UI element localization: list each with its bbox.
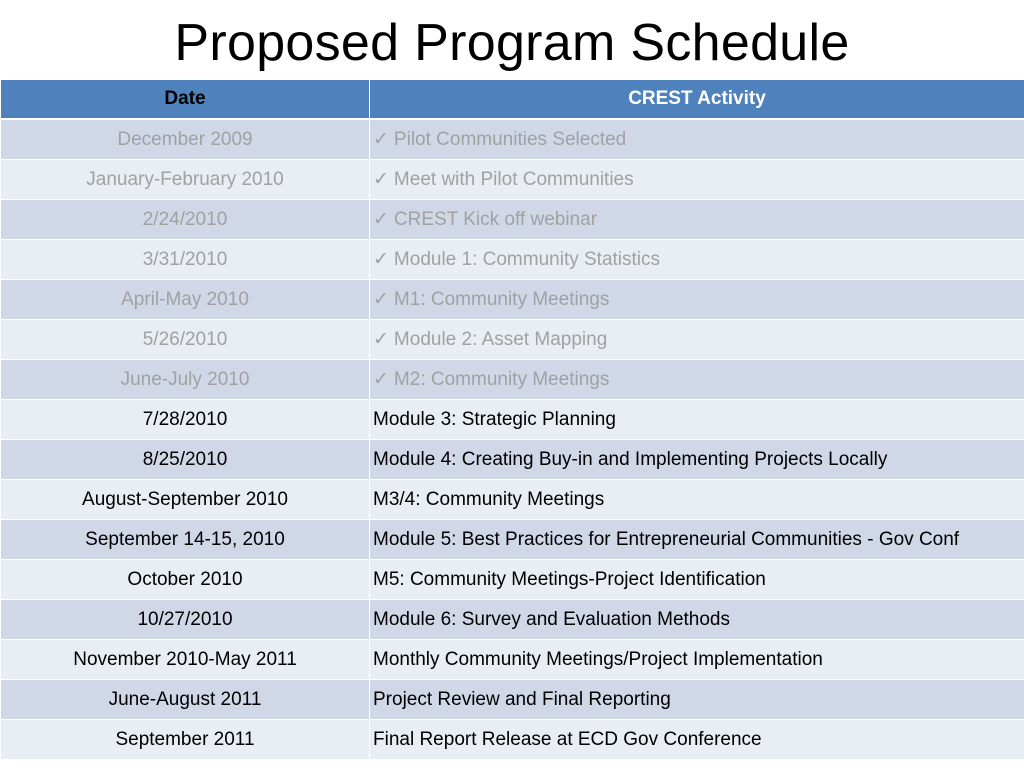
column-header-activity: CREST Activity [370,79,1024,119]
checkmark-icon: ✓ [373,369,389,390]
row-activity [370,480,1024,520]
table-row [1,240,1024,280]
checkmark-icon: ✓ [373,129,389,150]
column-header-date: Date [1,79,370,119]
schedule-table-body [1,119,1024,760]
table-row [1,200,1024,240]
row-activity-label: M2: Community Meetings [393,369,610,390]
row-activity-label: Module 5: Best Practices for Entrepreneurial Communities - Gov Conf [373,528,960,550]
row-activity [370,119,1024,160]
row-activity [370,360,1024,400]
table-row [1,640,1024,680]
table-header-row [1,79,1024,119]
checkmark-icon: ✓ [373,289,389,310]
checkmark-icon: ✓ [373,329,389,350]
row-date: April-May 2010 [1,280,370,320]
row-activity [370,720,1024,760]
row-date: June-August 2011 [1,680,370,720]
table-row [1,400,1024,440]
row-activity [370,600,1024,640]
schedule-table [0,78,1024,760]
row-activity-label: Project Review and Final Reporting [373,688,671,710]
row-date: 2/24/2010 [1,200,370,240]
table-row [1,119,1024,160]
row-date: January-February 2010 [1,160,370,200]
row-date: December 2009 [1,119,370,160]
row-activity [370,320,1024,360]
table-row [1,160,1024,200]
row-date: 7/28/2010 [1,400,370,440]
row-activity [370,200,1024,240]
row-activity-label: Module 4: Creating Buy-in and Implementing Projects Locally [373,448,888,470]
row-activity-label: Module 3: Strategic Planning [373,408,616,430]
row-activity-label: Module 2: Asset Mapping [393,329,608,350]
table-row [1,320,1024,360]
row-date: 3/31/2010 [1,240,370,280]
row-activity [370,280,1024,320]
row-activity [370,160,1024,200]
row-activity-label: M1: Community Meetings [393,289,610,310]
table-row [1,600,1024,640]
row-activity-label: Module 6: Survey and Evaluation Methods [373,608,730,630]
row-activity-label: Pilot Communities Selected [393,129,627,150]
row-activity-label: Meet with Pilot Communities [393,169,634,190]
row-activity [370,560,1024,600]
row-activity-label: Module 1: Community Statistics [393,249,661,270]
table-row [1,480,1024,520]
row-activity-label: CREST Kick off webinar [393,209,598,230]
row-activity-label: Final Report Release at ECD Gov Conference [373,728,762,750]
row-activity-label: Monthly Community Meetings/Project Implementation [373,648,823,670]
row-activity [370,440,1024,480]
row-date: 8/25/2010 [1,440,370,480]
row-activity [370,240,1024,280]
page-title: Proposed Program Schedule [174,14,850,72]
row-activity [370,680,1024,720]
row-date: September 2011 [1,720,370,760]
table-row [1,440,1024,480]
row-activity [370,640,1024,680]
row-activity [370,520,1024,560]
table-row [1,520,1024,560]
table-row [1,560,1024,600]
table-row [1,360,1024,400]
checkmark-icon: ✓ [373,209,389,230]
table-row [1,720,1024,760]
row-date: June-July 2010 [1,360,370,400]
row-date: November 2010-May 2011 [1,640,370,680]
checkmark-icon: ✓ [373,169,389,190]
row-activity [370,400,1024,440]
row-date: August-September 2010 [1,480,370,520]
checkmark-icon: ✓ [373,249,389,270]
table-row [1,280,1024,320]
row-activity-label: M3/4: Community Meetings [373,488,605,510]
row-date: 5/26/2010 [1,320,370,360]
row-activity-label: M5: Community Meetings-Project Identification [373,568,766,590]
row-date: October 2010 [1,560,370,600]
table-row [1,680,1024,720]
row-date: 10/27/2010 [1,600,370,640]
row-date: September 14-15, 2010 [1,520,370,560]
